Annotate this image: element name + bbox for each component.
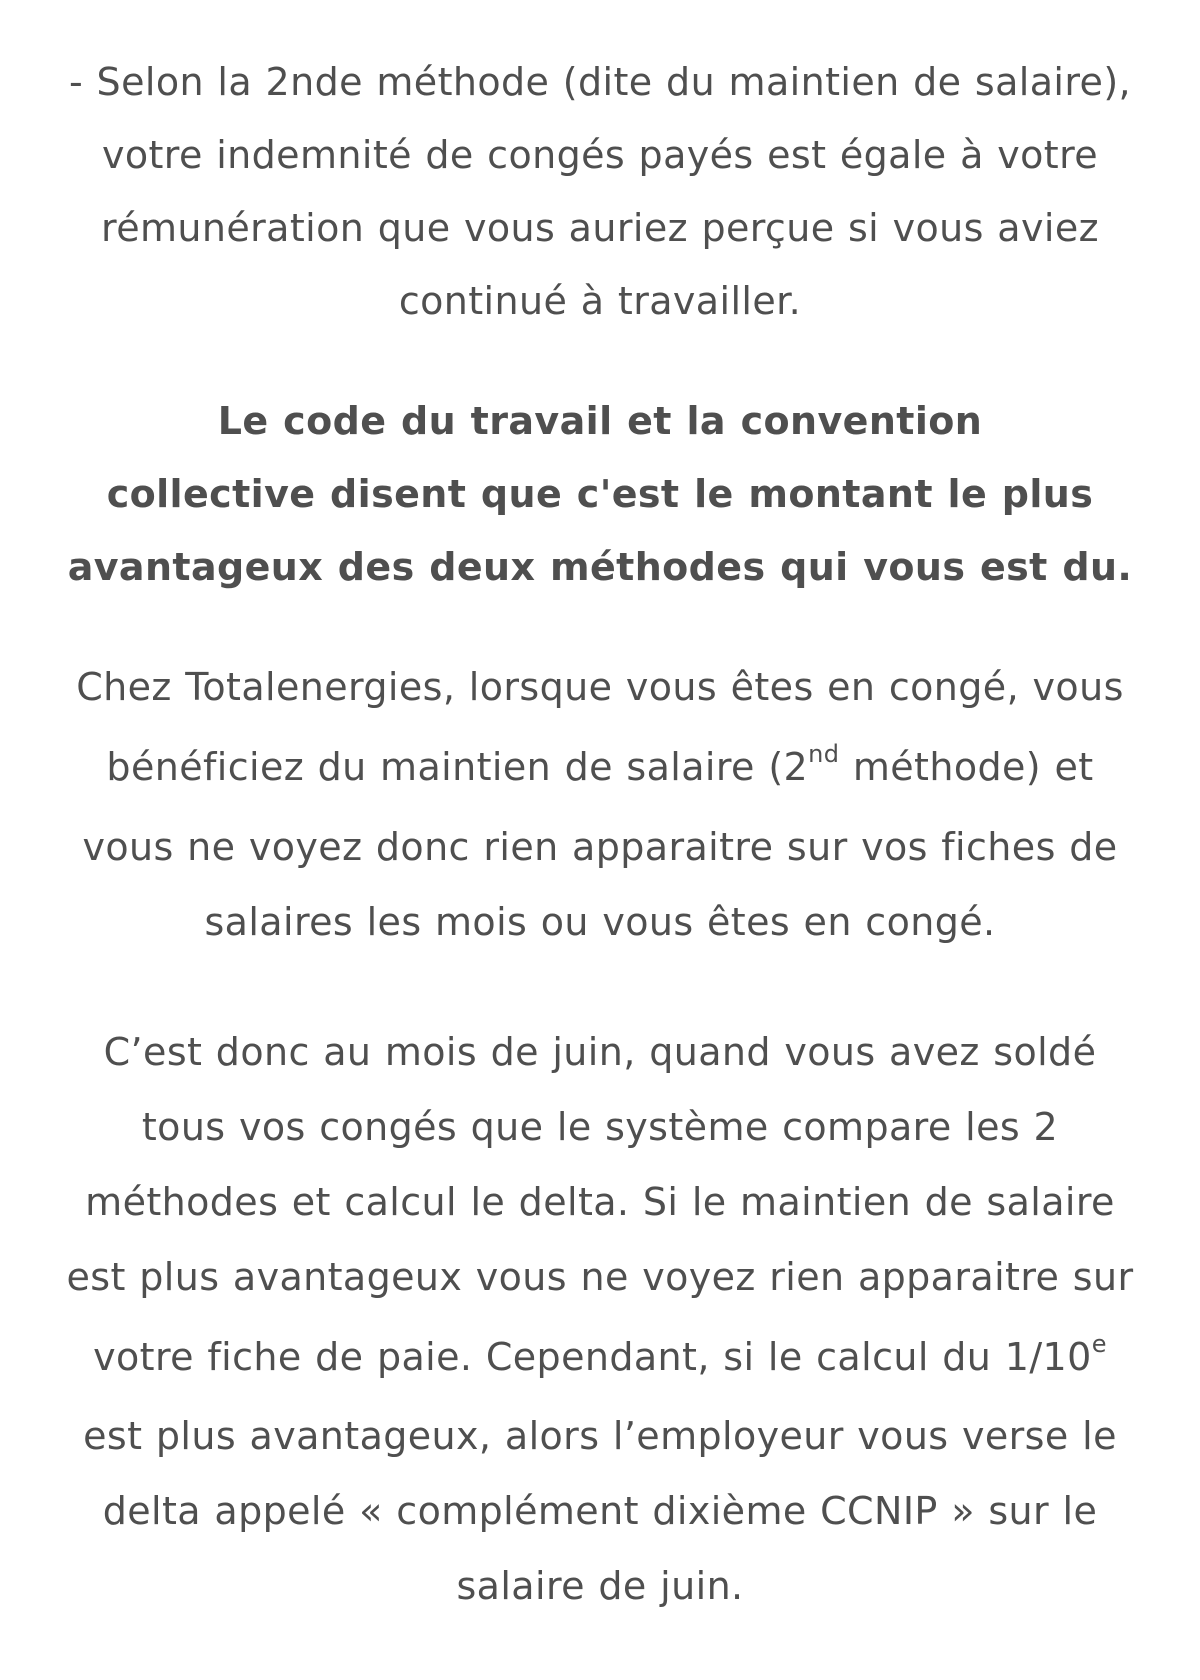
- text-line: avantageux des deux méthodes qui vous est du.: [67, 545, 1133, 589]
- text-segment: bénéficiez du maintien de salaire (2: [106, 745, 809, 789]
- text-line: votre indemnité de congés payés est égale à votre: [101, 133, 1099, 177]
- text-line: vous ne voyez donc rien apparaitre sur vos fiches de: [82, 825, 1118, 869]
- text-line: - Selon la 2nde méthode (dite du maintien de salaire),: [68, 60, 1132, 104]
- text-line: rémunération que vous auriez perçue si vous aviez: [101, 206, 1099, 250]
- text-line: continué à travailler.: [398, 279, 802, 323]
- paragraph-code-du-travail-bold: [0, 385, 1200, 604]
- text-line: salaire de juin.: [456, 1564, 744, 1608]
- text-line: C’est donc au mois de juin, quand vous avez soldé: [103, 1030, 1097, 1074]
- text-line: collective disent que c'est le montant le plus: [106, 472, 1094, 516]
- text-segment: méthode) et: [839, 745, 1094, 789]
- text-line: est plus avantageux vous ne voyez rien apparaitre sur: [66, 1255, 1134, 1299]
- text-line: méthodes et calcul le delta. Si le maintien de salaire: [85, 1180, 1115, 1224]
- paragraph-totalenergies: [0, 650, 1200, 960]
- text-line: Chez Totalenergies, lorsque vous êtes en congé, vous: [76, 665, 1124, 709]
- text-line-with-superscript: [0, 725, 1200, 810]
- ordinal-superscript: e: [1091, 1330, 1107, 1359]
- ordinal-superscript: nd: [808, 740, 840, 769]
- text-line: est plus avantageux, alors l’employeur vous verse le: [83, 1414, 1117, 1458]
- text-line: tous vos congés que le système compare les 2: [141, 1105, 1059, 1149]
- text-line: Le code du travail et la convention: [217, 399, 983, 443]
- text-segment: votre fiche de paie. Cependant, si le calcul du 1/10: [93, 1335, 1092, 1379]
- text-line: salaires les mois ou vous êtes en congé.: [204, 900, 996, 944]
- paragraph-mois-de-juin: [0, 1015, 1200, 1624]
- paragraph-maintien-de-salaire: [0, 46, 1200, 338]
- text-line-with-superscript: [0, 1315, 1200, 1399]
- text-line: delta appelé « complément dixième CCNIP » sur le: [102, 1489, 1098, 1533]
